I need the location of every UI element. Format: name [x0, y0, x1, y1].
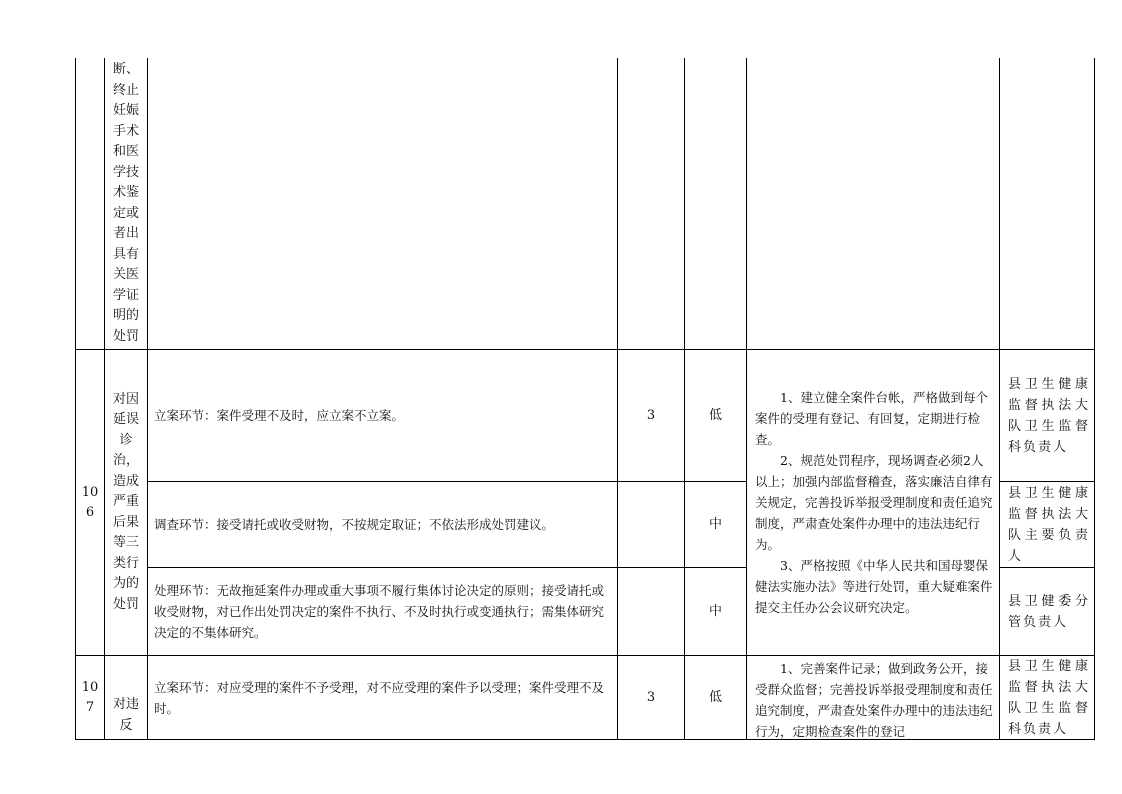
risk-point-text: 立案环节：对应受理的案件不予受理，对不应受理的案件予以受理；案件受理不及时。 — [154, 679, 605, 716]
risk-level-num — [618, 350, 684, 481]
item-char: 等三 — [112, 535, 139, 551]
item-char: 类行 — [112, 555, 139, 571]
item-char: 明的 — [112, 308, 139, 323]
row-number-line: 6 — [85, 504, 95, 520]
row-number-line: 10 — [81, 679, 99, 695]
item-char: 学技 — [112, 164, 139, 180]
table-border — [1094, 58, 1095, 740]
responsible-text: 县卫生健康监督执法大队主要负责人 — [1008, 485, 1090, 564]
risk-point-text: 调查环节：接受请托或收受财物，不按规定取证；不依法形成处罚建议。 — [154, 517, 555, 532]
item-name-cell — [105, 695, 147, 739]
risk-level — [685, 656, 746, 739]
item-char: 断、 — [112, 62, 139, 77]
risk-level-num — [618, 656, 684, 739]
item-char: 对违 — [112, 697, 139, 712]
item-char: 定或 — [112, 205, 139, 221]
risk-level-text: 低 — [708, 690, 722, 705]
item-char: 关医 — [112, 267, 139, 282]
risk-point-cell — [148, 568, 617, 655]
item-char: 处罚 — [112, 328, 139, 344]
risk-level-text: 低 — [708, 408, 722, 423]
item-char: 者出 — [112, 226, 139, 241]
risk-level-text: 中 — [708, 604, 722, 619]
item-char: 造成 — [112, 473, 139, 489]
risk-level — [685, 482, 746, 567]
measure-item: 2、规范处罚程序，现场调查必须2人以上；加强内部监督稽查，落实廉洁自律有关规定，完善投诉举报受理制度和责任追究制度，严肃查处案件办理中的违法违纪行为。 — [755, 453, 993, 552]
item-char: 诊 — [119, 432, 133, 448]
responsible-cell — [1000, 350, 1094, 481]
item-char: 手术 — [112, 123, 139, 139]
responsible-cell — [1000, 656, 1094, 739]
item-char: 为的 — [112, 576, 139, 592]
prevention-measures-cell — [747, 656, 999, 739]
item-char: 妊娠 — [112, 103, 139, 118]
prevention-measures-cell — [747, 350, 999, 655]
responsible-text: 县卫生健康监督执法大队卫生监督科负责人 — [1008, 659, 1090, 737]
item-char: 反 — [119, 717, 133, 733]
risk-level — [685, 568, 746, 655]
item-char: 术鉴 — [112, 185, 139, 200]
responsible-cell — [1000, 482, 1094, 567]
item-char: 对因 — [112, 391, 139, 407]
row-number-cell — [76, 350, 104, 655]
item-name-cell — [105, 60, 147, 348]
item-char: 和医 — [112, 144, 139, 159]
item-char: 后果 — [112, 514, 139, 530]
item-char: 学证 — [112, 287, 139, 303]
measure-item: 1、建立健全案件台帐，严格做到每个案件的受理有登记、有回复，定期进行检查。 — [755, 390, 988, 447]
risk-level — [685, 350, 746, 481]
item-char: 延误 — [112, 412, 139, 428]
responsible-cell — [1000, 568, 1094, 655]
item-char: 具有 — [112, 246, 139, 262]
row-number-cell — [76, 656, 104, 739]
table-border — [75, 739, 1095, 740]
item-name-cell — [105, 350, 147, 655]
item-char: 严重 — [112, 494, 139, 510]
item-char: 终止 — [112, 82, 139, 98]
item-char: 治， — [112, 453, 139, 469]
risk-level-num-text: 3 — [646, 690, 656, 705]
risk-level-num-text: 3 — [646, 408, 656, 423]
item-char: 处罚 — [112, 596, 139, 612]
risk-point-cell — [148, 482, 617, 567]
measure-item: 3、严格按照《中华人民共和国母婴保健法实施办法》等进行处罚，重大疑难案件提交主任办公会议研究决定。 — [755, 558, 993, 615]
risk-point-text: 立案环节：案件受理不及时，应立案不立案。 — [154, 408, 405, 423]
risk-point-cell — [148, 350, 617, 481]
responsible-text: 县卫生健康监督执法大队卫生监督科负责人 — [1008, 376, 1090, 455]
risk-point-text: 处理环节：无故拖延案件办理或重大事项不履行集体讨论决定的原则；接受请托或收受财物，对已作出处罚决定的案件不执行、不及时执行或变通执行；需集体研究决定的不集体研究。 — [154, 583, 605, 640]
risk-point-cell — [148, 656, 617, 739]
row-number-line: 10 — [81, 484, 99, 500]
risk-level-text: 中 — [708, 517, 722, 532]
row-number-line: 7 — [85, 699, 95, 715]
responsible-text: 县卫健委分管负责人 — [1008, 593, 1090, 630]
measure-item: 1、完善案件记录；做到政务公开，接受群众监督；完善投诉举报受理制度和责任追究制度，严肃查处案件办理中的违法违纪行为，定期检查案件的登记 — [755, 661, 993, 739]
